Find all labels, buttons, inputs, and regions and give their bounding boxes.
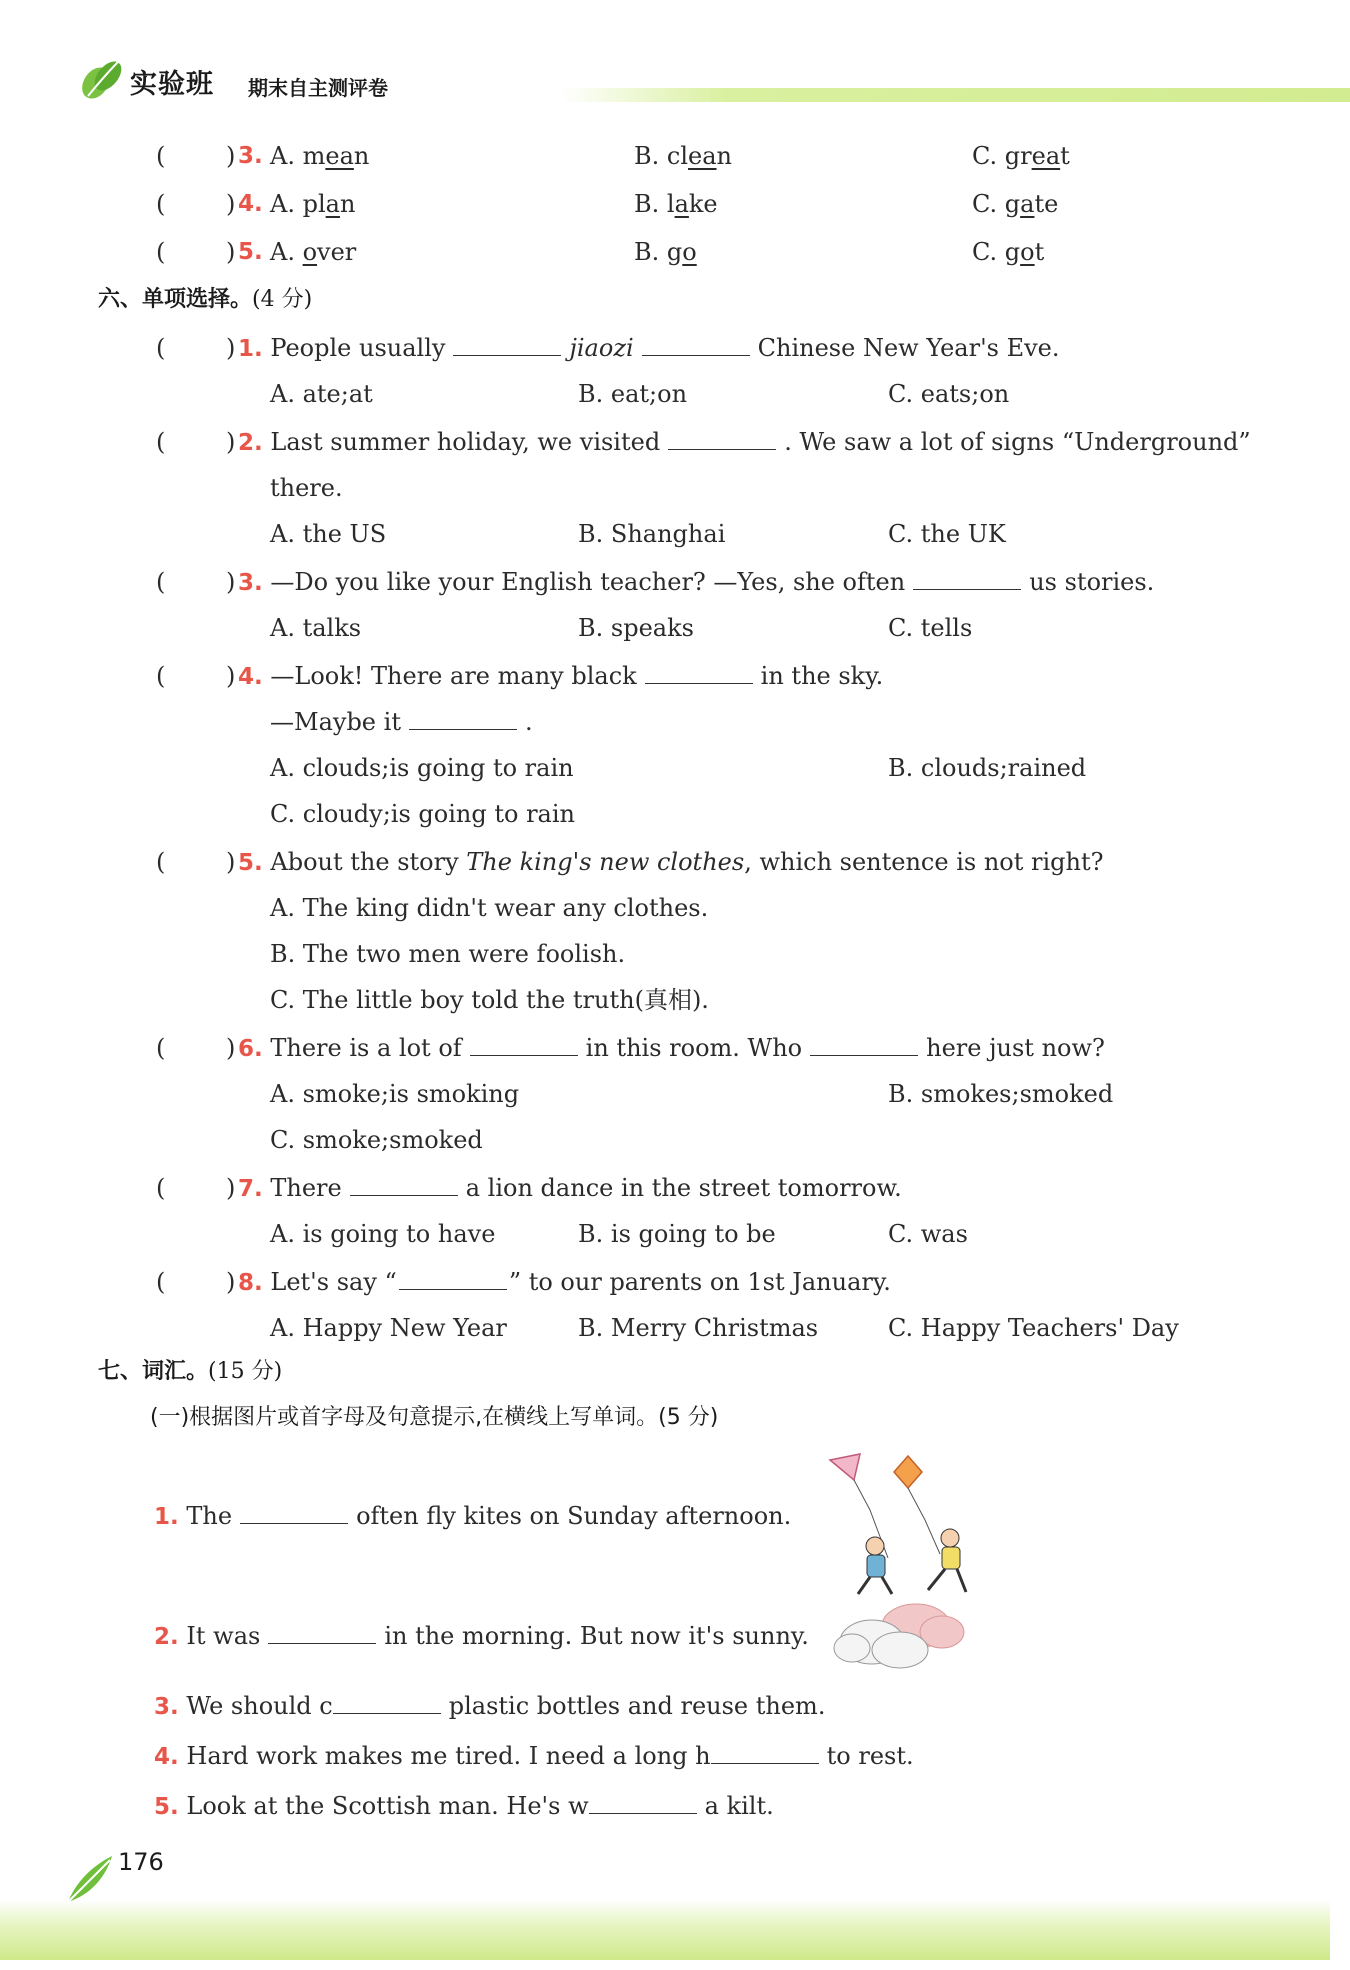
question-number: 5. bbox=[238, 239, 263, 265]
option-b: B. is going to be bbox=[578, 1220, 776, 1248]
page-number: 176 bbox=[118, 1848, 164, 1876]
option-c: C. Happy Teachers' Day bbox=[888, 1314, 1179, 1342]
option-b: B. eat;on bbox=[578, 380, 688, 408]
header-band bbox=[560, 88, 1350, 102]
answer-blank[interactable] bbox=[913, 567, 1021, 590]
vocab-item-4: 4. Hard work makes me tired. I need a long h to rest. bbox=[154, 1742, 914, 1770]
answer-blank[interactable] bbox=[399, 1267, 507, 1290]
option-a: A. mean bbox=[270, 142, 370, 170]
answer-blank[interactable] bbox=[645, 661, 753, 684]
answer-blank[interactable] bbox=[453, 333, 561, 356]
section-heading-7: 七、词汇。(15 分) bbox=[98, 1359, 283, 1384]
option-b: B. Shanghai bbox=[578, 520, 726, 548]
option-a: A. clouds;is going to rain bbox=[270, 754, 574, 782]
option-c: C. tells bbox=[888, 614, 973, 642]
option-a: A. Happy New Year bbox=[270, 1314, 507, 1342]
question-number: 3. bbox=[238, 143, 263, 169]
option-a: A. The king didn't wear any clothes. bbox=[270, 894, 709, 922]
vocab-item-3: 3. We should c plastic bottles and reuse them. bbox=[154, 1692, 826, 1720]
answer-blank[interactable] bbox=[668, 427, 776, 450]
answer-blank[interactable] bbox=[589, 1791, 697, 1814]
section-heading-6: 六、单项选择。(4 分) bbox=[98, 287, 313, 312]
option-c: C. the UK bbox=[888, 520, 1006, 548]
footer-band bbox=[0, 1900, 1330, 1960]
option-a: A. ate;at bbox=[270, 380, 373, 408]
option-c: C. The little boy told the truth(真相). bbox=[270, 986, 709, 1014]
option-b: B. smokes;smoked bbox=[888, 1080, 1114, 1108]
option-a: A. is going to have bbox=[270, 1220, 496, 1248]
option-b: B. Merry Christmas bbox=[578, 1314, 819, 1342]
option-a: A. the US bbox=[270, 520, 387, 548]
option-c: C. great bbox=[972, 142, 1070, 170]
option-b: B. lake bbox=[634, 190, 718, 218]
option-c: C. cloudy;is going to rain bbox=[270, 800, 575, 828]
answer-blank[interactable] bbox=[711, 1741, 819, 1764]
vocab-item-5: 5. Look at the Scottish man. He's w a kilt. bbox=[154, 1792, 774, 1820]
option-a: A. over bbox=[270, 238, 357, 266]
question-number: 4. bbox=[238, 191, 263, 217]
answer-blank[interactable] bbox=[268, 1621, 376, 1644]
option-c: C. was bbox=[888, 1220, 968, 1248]
answer-blank[interactable] bbox=[409, 707, 517, 730]
option-b: B. clouds;rained bbox=[888, 754, 1087, 782]
option-c: C. gate bbox=[972, 190, 1059, 218]
cloudy-weather-image bbox=[832, 1596, 972, 1676]
option-b: B. speaks bbox=[578, 614, 694, 642]
vocab-item-2: 2. It was in the morning. But now it's sunny. bbox=[154, 1622, 809, 1650]
header-subtitle: 期末自主测评卷 bbox=[248, 76, 388, 100]
brand-name: 实验班 bbox=[130, 69, 214, 100]
option-c: C. eats;on bbox=[888, 380, 1010, 408]
option-c: C. got bbox=[972, 238, 1045, 266]
worksheet-page: 实验班 期末自主测评卷 ( ) 3. A. mean B. clean C. great ( ) 4. A. plan B. lake C. gate ( ) 5. A. over B. go C. got 六、单项选择。(4 分) ( ) 1. People usually jiaozi Chinese New Year's Eve. A. ate;at B. eat;on C. eats;on ( ) 2. Last summer holiday, we visited . We saw a lot of signs “Underground” there. A. the US B. Shanghai C. the UK ( ) 3. —Do you like your English teacher? —Yes, she often us stories. A. talks B. speaks C. tells ( ) 4. —Look! There are many black in the sky. —Maybe it . A. clouds;is going to rain B. clouds;rained C. cloudy;is going to rain ( ) 5. About the story The king's new clothes, which sentence is not right? A. The king didn't wear any clothes. B. The two men were foolish. C. The little boy told the truth(真相). ( ) 6. There is a lot of in this room. Who here just now? A. smoke;is smoking B. smokes;smoked C. smoke;smoked ( ) 7. There a lion dance in the street tomorrow. A. is going to have B. is going to be C. was ( ) 8. Let's say “ ” to our parents on 1st January. A. Happy New Year B. Merry Christmas C. Happy Teachers' Day 七、词汇。(15 分) (一)根据图片或首字母及句意提示,在横线上写单词。(5 分) 1. The often fly kites on Sunday afternoon. 2. It was in the morning. But now it's sunny. 3. We should c plastic bottles and reuse them. 4. Hard work makes me tired. I need a long h to rest. 5. Look at the Scottish man. He's w a kilt. 176 bbox=[0, 0, 1350, 1970]
answer-blank[interactable] bbox=[810, 1033, 918, 1056]
option-a: A. talks bbox=[270, 614, 362, 642]
option-c: C. smoke;smoked bbox=[270, 1126, 483, 1154]
option-b: B. The two men were foolish. bbox=[270, 940, 626, 968]
leaf-logo-icon bbox=[80, 56, 126, 102]
kite-flying-children-image bbox=[800, 1450, 990, 1600]
answer-blank[interactable] bbox=[333, 1691, 441, 1714]
option-a: A. plan bbox=[270, 190, 356, 218]
option-a: A. smoke;is smoking bbox=[270, 1080, 520, 1108]
answer-blank[interactable] bbox=[642, 333, 750, 356]
vocab-item-1: 1. The often fly kites on Sunday afternoon. bbox=[154, 1502, 792, 1530]
page-header bbox=[80, 52, 1310, 112]
option-b: B. clean bbox=[634, 142, 732, 170]
answer-blank[interactable] bbox=[350, 1173, 458, 1196]
subsection-instruction: (一)根据图片或首字母及句意提示,在横线上写单词。(5 分) bbox=[150, 1405, 719, 1430]
leaf-decoration-icon bbox=[62, 1852, 116, 1908]
answer-blank[interactable] bbox=[470, 1033, 578, 1056]
option-b: B. go bbox=[634, 238, 697, 266]
answer-blank[interactable] bbox=[240, 1501, 348, 1524]
